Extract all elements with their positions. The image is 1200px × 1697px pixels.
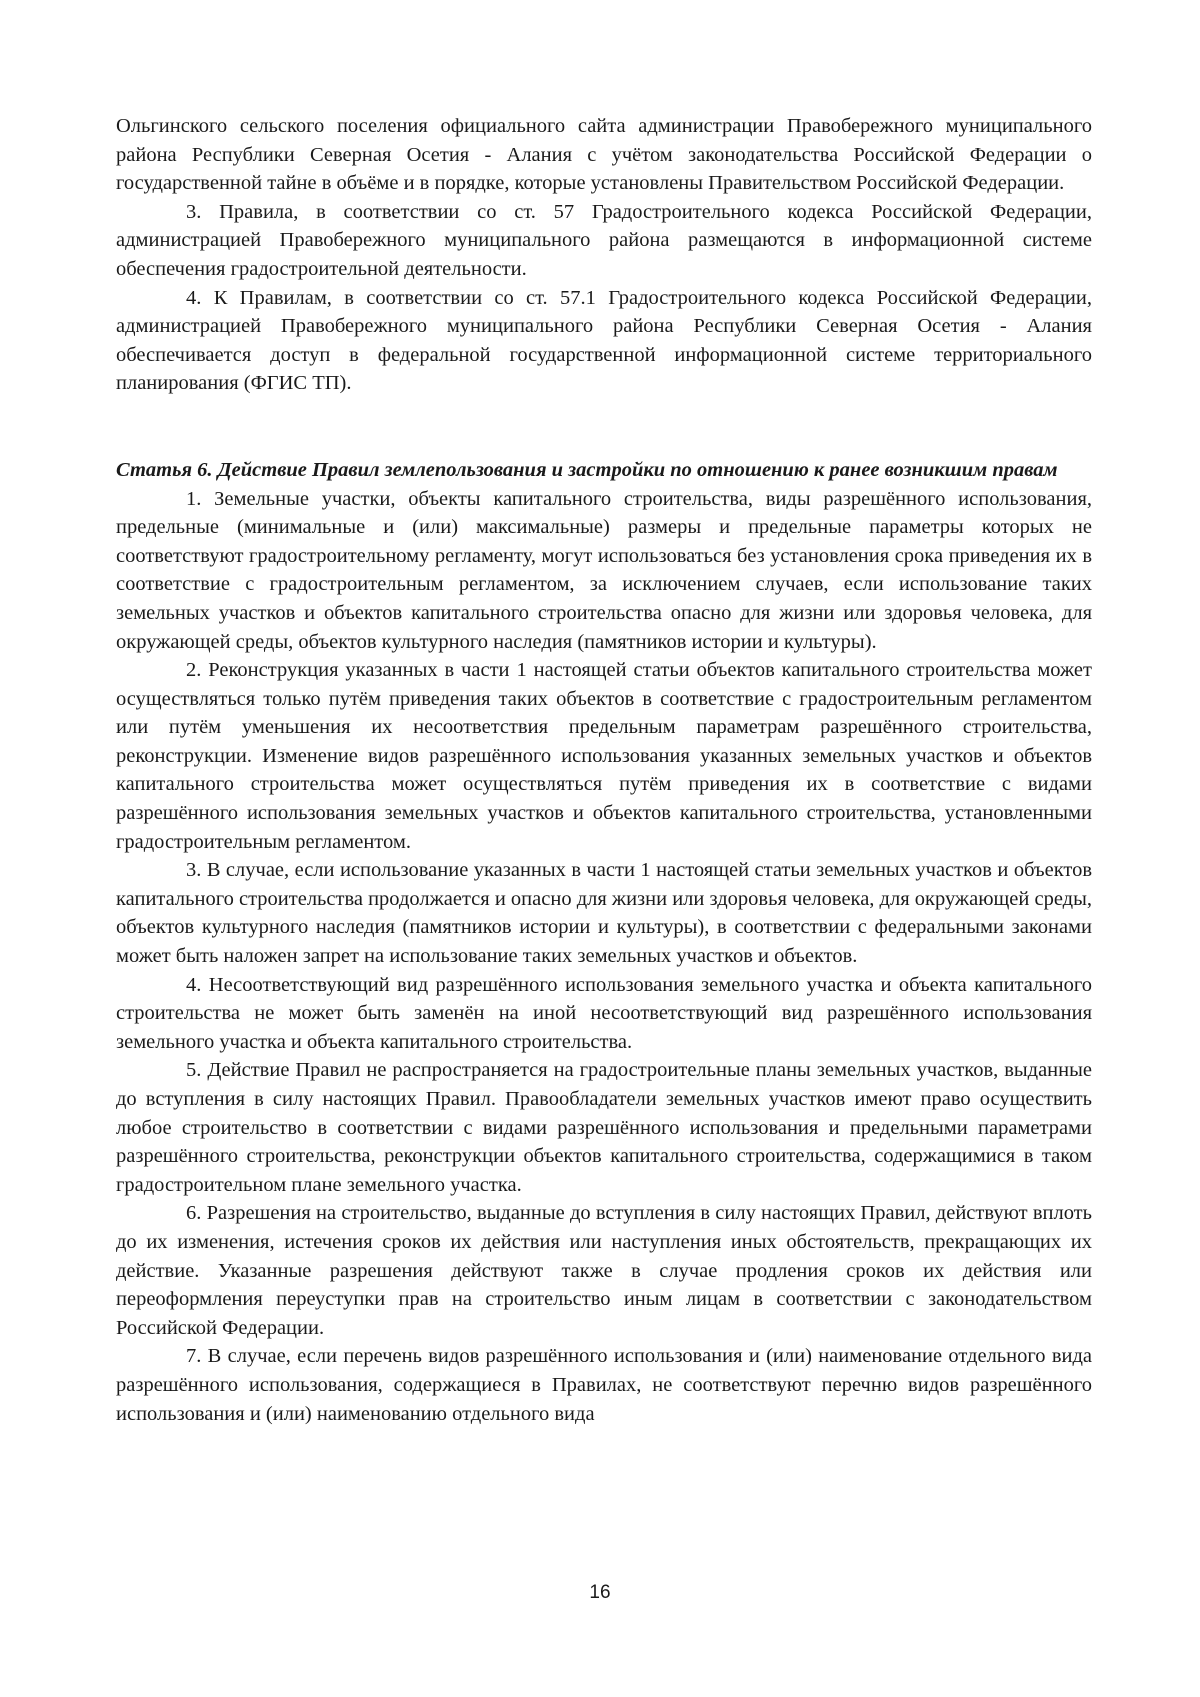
article-paragraph-7: 7. В случае, если перечень видов разрешённого использования и (или) наименование отдельного вида разрешённого использования, содержащиеся в Правилах, не соответствуют перечню видов разрешённого использования и (или) наименованию отдельного вида xyxy=(116,1345,1092,1425)
article-paragraph-6: 6. Разрешения на строительство, выданные до вступления в силу настоящих Правил, действуют вплоть до их изменения, истечения сроков их действия или наступления иных обстоятельств, прекращающих их действие. Указанные разрешения действуют также в случае продления сроков их действия или переоформления переуступки прав на строительство иным лицам в соответствии с законодательством Российской Федерации. xyxy=(116,1202,1092,1339)
document-page xyxy=(116,112,1092,1428)
paragraph-item-3: 3. Правила, в соответствии со ст. 57 Градостроительного кодекса Российской Федерации, администрацией Правобережного муниципального района размещаются в информационной системе обеспечения градостроительной деятельности. xyxy=(116,200,1092,280)
intro-paragraph: Ольгинского сельского поселения официального сайта администрации Правобережного муниципального района Республики Северная Осетия - Алания с учётом законодательства Российской Федерации о государственной тайне в объёме и в порядке, которые установлены Правительством Российской Федерации. xyxy=(116,115,1092,195)
paragraph-item-4: 4. К Правилам, в соответствии со ст. 57.1 Градостроительного кодекса Российской Федерации, администрацией Правобережного муниципального района Республики Северная Осетия - Алания обеспечивается доступ в федеральной государственной информационной системе территориального планирования (ФГИС ТП). xyxy=(116,286,1092,395)
article-paragraph-5: 5. Действие Правил не распространяется на градостроительные планы земельных участков, выданные до вступления в силу настоящих Правил. Правообладатели земельных участков имеют право осуществить любое строительство в соответствии с видами разрешённого использования и предельными параметрами разрешённого строительства, реконструкции объектов капитального строительства, содержащимися в таком градостроительном плане земельного участка. xyxy=(116,1059,1092,1196)
article-heading: Статья 6. Действие Правил землепользования и застройки по отношению к ранее возникшим правам xyxy=(116,458,1058,481)
page-number: 16 xyxy=(589,1582,611,1603)
article-paragraph-4: 4. Несоответствующий вид разрешённого использования земельного участка и объекта капитального строительства не может быть заменён на иной несоответствующий вид разрешённого использования земельного участка и объекта капитального строительства. xyxy=(116,973,1092,1053)
article-paragraph-1: 1. Земельные участки, объекты капитального строительства, виды разрешённого использования, предельные (минимальные и (или) максимальные) размеры и предельные параметры которых не соответствуют градостроительному регламенту, могут использоваться без установления срока приведения их в соответствие с градостроительным регламентом, за исключением случаев, если использование таких земельных участков и объектов капитального строительства опасно для жизни или здоровья человека, для окружающей среды, объектов культурного наследия (памятников истории и культуры). xyxy=(116,487,1092,653)
article-paragraph-2: 2. Реконструкция указанных в части 1 настоящей статьи объектов капитального строительства может осуществляться только путём приведения таких объектов в соответствие с градостроительным регламентом или путём уменьшения их несоответствия предельным параметрам разрешённого строительства, реконструкции. Изменение видов разрешённого использования указанных земельных участков и объектов капитального строительства может осуществляться путём приведения их в соответствие с видами разрешённого использования земельных участков и объектов капитального строительства, установленными градостроительным регламентом. xyxy=(116,659,1092,853)
article-paragraph-3: 3. В случае, если использование указанных в части 1 настоящей статьи земельных участков и объектов капитального строительства продолжается и опасно для жизни или здоровья человека, для окружающей среды, объектов культурного наследия (памятников истории и культуры), в соответствии с федеральными законами может быть наложен запрет на использование таких земельных участков и объектов. xyxy=(116,859,1092,968)
